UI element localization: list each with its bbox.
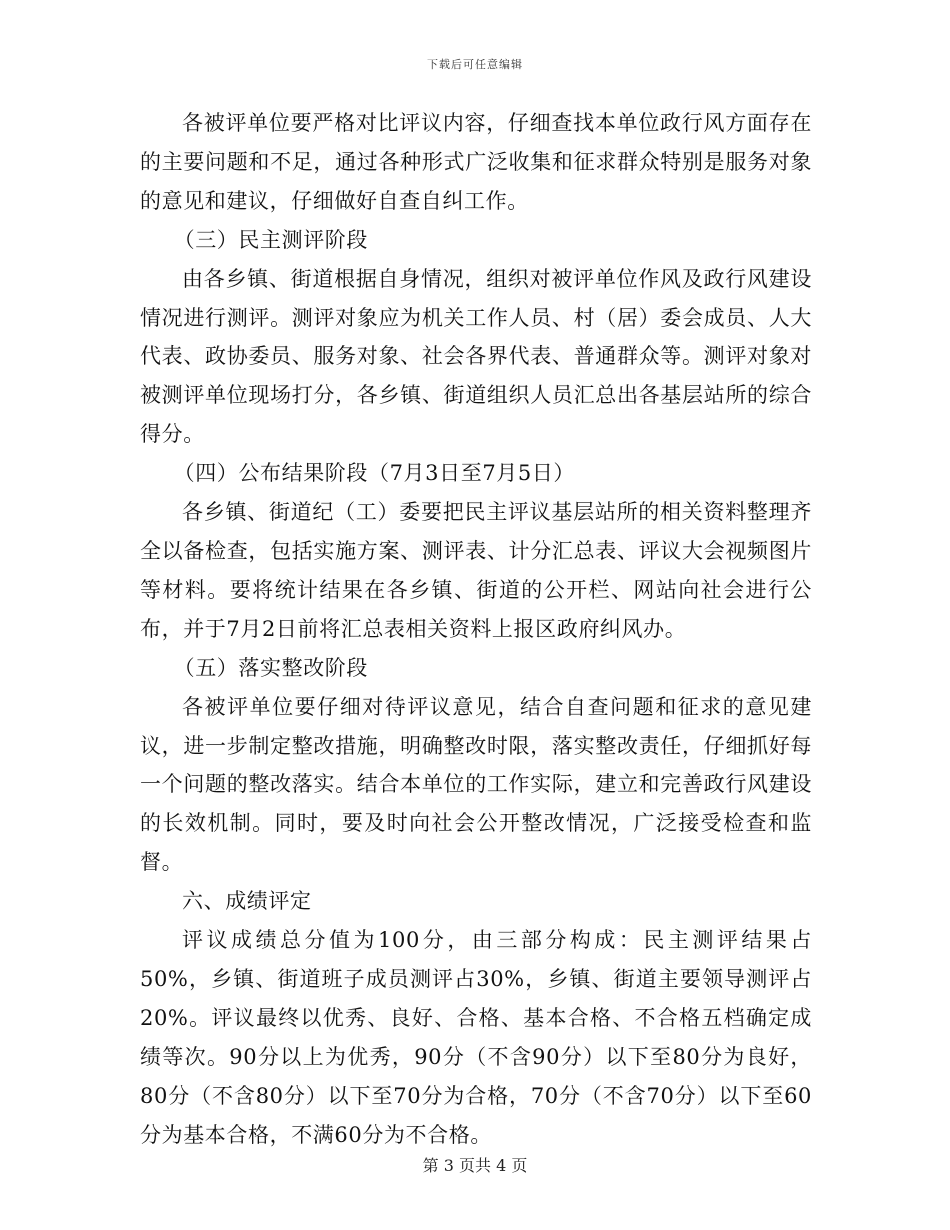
section-heading-rectification: （五）落实整改阶段 xyxy=(173,655,368,680)
paragraph-publish-results: 各乡镇、街道纪（工）委要把民主评议基层站所的相关资料整理齐全以备检查，包括实施方案、测评表、计分汇总表、评议大会视频图片等材料。要将统计结果在各乡镇、街道的公开栏、网站向社会进行公布，并于7月2日前将汇总表相关资料上报区政府纠风办。 xyxy=(140,500,812,641)
document-body xyxy=(140,104,812,1154)
paragraph-grading: 评议成绩总分值为100分，由三部分构成：民主测评结果占50%，乡镇、街道班子成员测评占30%，乡镇、街道主要领导测评占20%。评议最终以优秀、良好、合格、基本合格、不合格五档确定成绩等次。90分以上为优秀，90分（不含90分）以下至80分为良好，80分（不含80分）以下至70分为合格，70分（不含70分）以下至60分为基本合格，不满60分为不合格。 xyxy=(140,928,812,1147)
section-heading-grading: 六、成绩评定 xyxy=(182,889,312,914)
paragraph-rectification: 各被评单位要仔细对待评议意见，结合自查问题和征求的意见建议，进一步制定整改措施，明确整改时限，落实整改责任，仔细抓好每一个问题的整改落实。结合本单位的工作实际，建立和完善政行风建设的长效机制。同时，要及时向社会公开整改情况，广泛接受检查和监督。 xyxy=(140,694,812,875)
section-heading-democratic-evaluation: （三）民主测评阶段 xyxy=(173,227,368,252)
section-heading-publish-results: （四）公布结果阶段（7月3日至7月5日） xyxy=(173,461,576,486)
paragraph-democratic-evaluation: 由各乡镇、街道根据自身情况，组织对被评单位作风及政行风建设情况进行测评。测评对象应为机关工作人员、村（居）委会成员、人大代表、政协委员、服务对象、社会各界代表、普通群众等。测评对象对被测评单位现场打分，各乡镇、街道组织人员汇总出各基层站所的综合得分。 xyxy=(140,266,812,447)
page-header-note: 下载后可任意编辑 xyxy=(427,58,523,71)
paragraph-self-inspection: 各被评单位要严格对比评议内容，仔细查找本单位政行风方面存在的主要问题和不足，通过各种形式广泛收集和征求群众特别是服务对象的意见和建议，仔细做好自查自纠工作。 xyxy=(140,111,812,213)
page-number-footer: 第 3 页共 4 页 xyxy=(422,1156,528,1175)
